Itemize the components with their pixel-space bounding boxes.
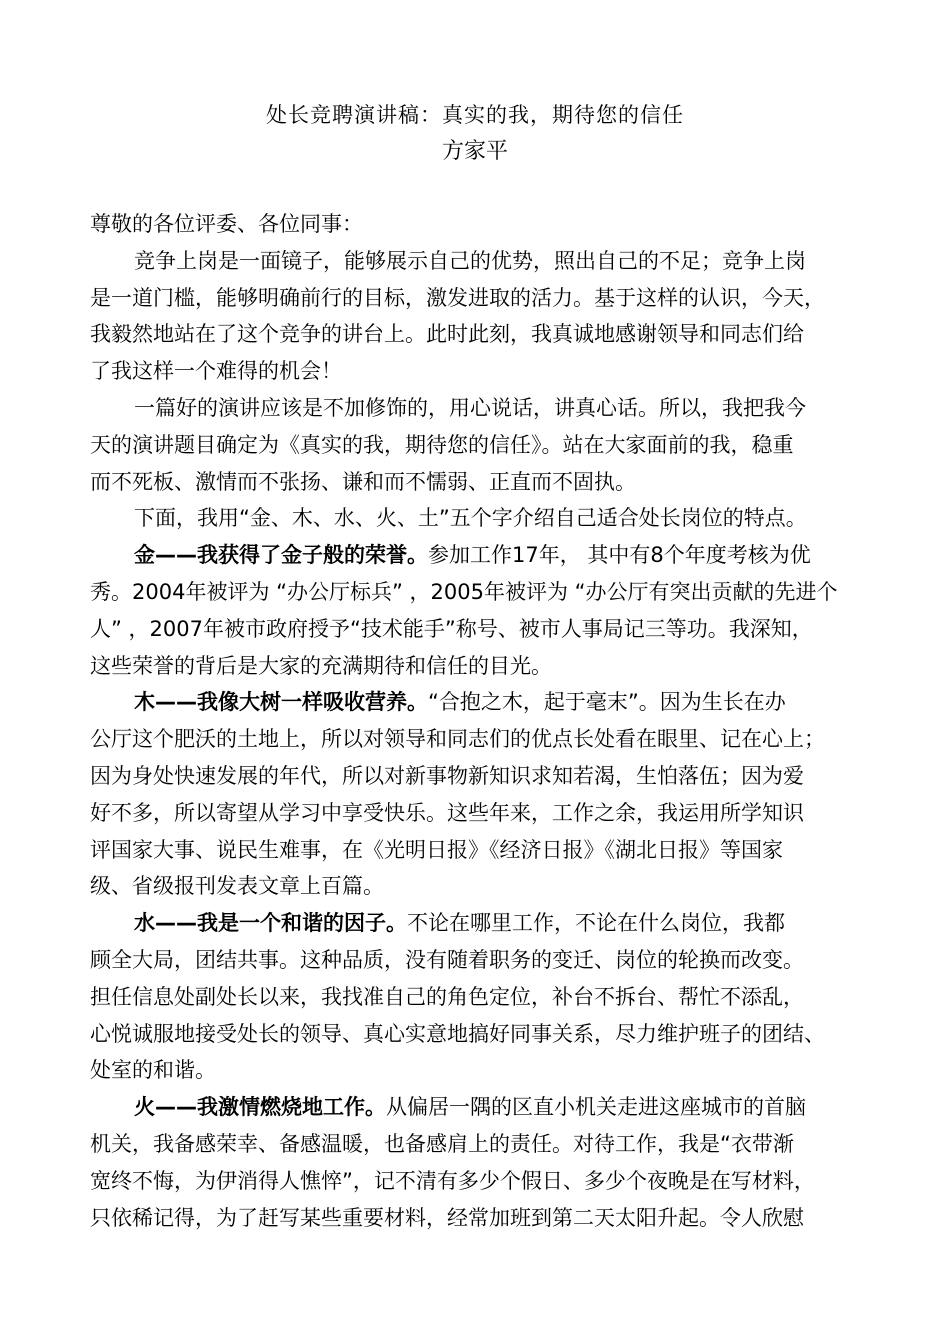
paragraph-line: 竞争上岗是一面镜子，能够展示自己的优势，照出自己的不足；竞争上岗 — [134, 248, 806, 273]
paragraph-line: 而不死板、激情而不张扬、谦和而不懦弱、正直而不固执。 — [90, 469, 636, 494]
paragraph-line: 评国家大事、说民生难事，在《光明日报》《经济日报》《湖北日报》等国家 — [90, 837, 783, 862]
paragraph-text: 不论在哪里工作，不论在什么岗位，我都 — [407, 911, 785, 936]
paragraph-five-elements — [90, 500, 890, 537]
paragraph-line — [90, 537, 890, 574]
paragraph-line: 秀。2004年被评为 “办公厅标兵” ，2005年被评为 “办公厅有突出贡献的先进个 — [90, 579, 838, 604]
section-heading-wood: 木——我像大树一样吸收营养。 — [134, 690, 428, 715]
paragraph-line: 顾全大局，团结共事。这种品质，没有随着职务的变迁、岗位的轮换而改变。 — [90, 947, 804, 972]
paragraph-line: 人” ，2007年被市政府授予“技术能手”称号、被市人事局记三等功。我深知， — [90, 616, 813, 641]
document-title: 处长竞聘演讲稿：真实的我，期待您的信任 — [266, 103, 684, 127]
section-heading-gold: 金——我获得了金子般的荣誉。 — [134, 543, 428, 568]
paragraph-gold — [90, 537, 890, 684]
paragraph-line — [90, 905, 890, 942]
paragraph-fire — [90, 1089, 890, 1236]
paragraph-line: 只依稀记得，为了赶写某些重要材料，经常加班到第二天太阳升起。令人欣慰 — [90, 1205, 804, 1230]
paragraph-text: “合抱之木，起于毫末”。因为生长在办 — [428, 690, 786, 715]
section-heading-fire: 火——我激情燃烧地工作。 — [134, 1095, 386, 1120]
paragraph-speech-theme — [90, 390, 890, 500]
paragraph-line: 处室的和谐。 — [90, 1058, 216, 1083]
paragraph-text: 从偏居一隅的区直小机关走进这座城市的首脑 — [386, 1095, 806, 1120]
paragraph-line: 下面，我用“金、木、水、火、土”五个字介绍自己适合处长岗位的特点。 — [134, 506, 807, 531]
paragraph-intro — [90, 243, 890, 390]
paragraph-water — [90, 905, 890, 1089]
paragraph-text: 参加工作17年， 其中有8个年度考核为优 — [428, 543, 811, 568]
paragraph-line: 因为身处快速发展的年代，所以对新事物新知识求知若渴，生怕落伍；因为爱 — [90, 763, 804, 788]
paragraph-line: 我毅然地站在了这个竞争的讲台上。此时此刻，我真诚地感谢领导和同志们给 — [90, 322, 804, 347]
paragraph-line: 好不多，所以寄望从学习中享受快乐。这些年来，工作之余，我运用所学知识 — [90, 800, 804, 825]
paragraph-line: 天的演讲题目确定为《真实的我，期待您的信任》。站在大家面前的我，稳重 — [90, 432, 794, 457]
salutation: 尊敬的各位评委、各位同事： — [90, 212, 363, 236]
paragraph-line: 机关，我备感荣幸、备感温暖，也备感肩上的责任。对待工作，我是“衣带渐 — [90, 1131, 794, 1156]
paragraph-line: 是一道门槛，能够明确前行的目标，激发进取的活力。基于这样的认识，今天， — [90, 285, 825, 310]
paragraph-line: 担任信息处副处长以来，我找准自己的角色定位，补台不拆台、帮忙不添乱， — [90, 984, 804, 1009]
section-heading-water: 水——我是一个和谐的因子。 — [134, 911, 407, 936]
paragraph-line — [90, 1089, 890, 1126]
paragraph-wood — [90, 684, 890, 905]
document-author: 方家平 — [441, 139, 508, 164]
paragraph-line: 公厅这个肥沃的土地上，所以对领导和同志们的优点长处看在眼里、记在心上； — [90, 727, 825, 752]
document-body — [90, 206, 890, 1236]
paragraph-line — [90, 684, 890, 721]
paragraph-line: 这些荣誉的背后是大家的充满期待和信任的目光。 — [90, 653, 552, 678]
paragraph-line: 一篇好的演讲应该是不加修饰的，用心说话，讲真心话。所以，我把我今 — [134, 395, 806, 420]
paragraph-line: 宽终不悔，为伊消得人憔悴”，记不清有多少个假日、多少个夜晚是在写材料， — [90, 1168, 815, 1193]
paragraph-line: 了我这样一个难得的机会！ — [90, 359, 342, 384]
paragraph-line: 心悦诚服地接受处长的领导、真心实意地搞好同事关系，尽力维护班子的团结、 — [90, 1021, 825, 1046]
paragraph-line: 级、省级报刊发表文章上百篇。 — [90, 874, 384, 899]
